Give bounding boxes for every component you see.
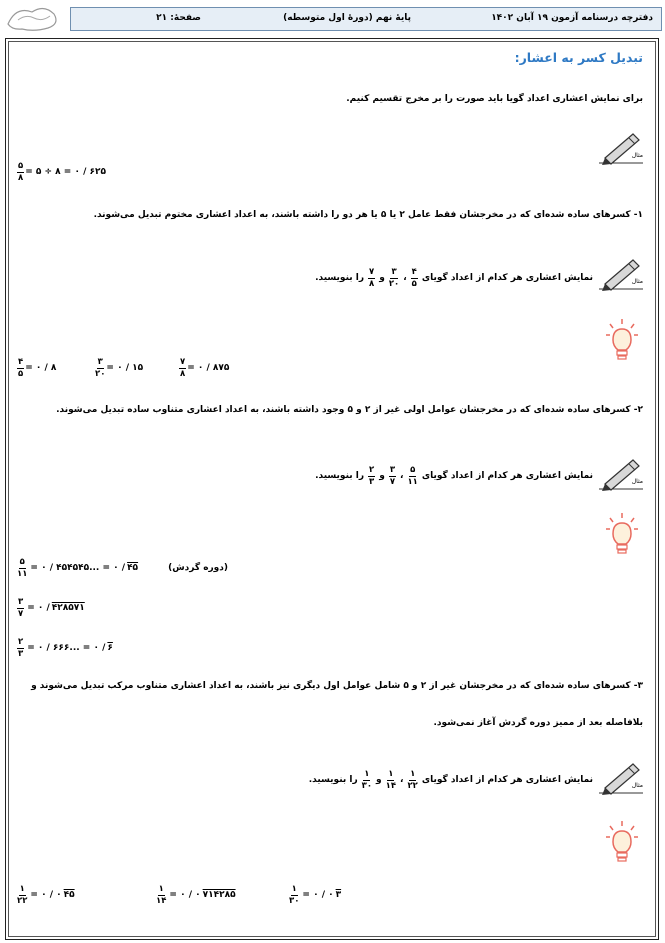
intro-text: برای نمایش اعشاری اعداد گویا باید صورت را بر مخرج تقسیم کنیم.: [346, 94, 643, 104]
rule2-text: ۲- کسرهای ساده شده‌ای که در مخرجشان عوامل اولی غیر از ۲ و ۵ وجود داشته باشند، به اعداد اعشاری متناوب ساده تبدیل می‌شوند.: [56, 405, 643, 415]
lightbulb-icon: [605, 512, 639, 558]
example1-result: = ۵ ÷ ۸ = ۰ / ۶۲۵: [25, 167, 107, 177]
answer3-item: $\frac{۱}{۲۲}$ = ۰ / ۰ ۴۵: [17, 884, 75, 906]
header-title: دفترچه درسنامه آزمون ۱۹ آبان ۱۴۰۲: [491, 13, 653, 23]
q1-fraction: $\frac{۴}{۵}$: [411, 267, 417, 289]
rule3-text: ۳- کسرهای ساده شده‌ای که در مخرجشان غیر از ۲ و ۵ شامل عوامل اول دیگری نیز باشند، به اعداد اعشاری متناوب مرکب تبدیل می‌شوند و: [31, 681, 643, 691]
repeating-digits: ۴۵: [127, 563, 139, 573]
example-label: مثال: [631, 152, 643, 159]
pencil-icon: [597, 256, 645, 292]
q2-fraction: $\frac{۲}{۳}$: [369, 465, 375, 487]
period-note: (دوره گردش): [168, 563, 229, 573]
answer3-item: $\frac{۱}{۳۰}$ = ۰ / ۰ ۳: [289, 884, 342, 906]
answer1-item: $\frac{۴}{۵}$ = ۰ / ۸: [18, 357, 57, 379]
q2-fraction: $\frac{۵}{۱۱}$: [407, 465, 418, 487]
example-label: مثال: [631, 278, 643, 285]
section-title: تبدیل کسر به اعشار:: [514, 50, 643, 65]
answer1-item: $\frac{۳}{۲۰}$ = ۰ / ۱۵: [95, 357, 144, 379]
rule1-text: ۱- کسرهای ساده شده‌ای که در مخرجشان فقط عامل ۲ یا ۵ یا هر دو را داشته باشند، به اعداد اعشاری مختوم تبدیل می‌شوند.: [93, 210, 643, 220]
lightbulb-icon: [605, 820, 639, 866]
example1-equation: [16, 162, 106, 182]
q3-fraction: $\frac{۱}{۲۲}$: [407, 769, 418, 791]
pencil-icon: [597, 456, 645, 492]
answer2-item: $\frac{۵}{۱۱}$ = ۰ / ۴۵۴۵۴۵... = ۰ / ۴۵ (دوره گردش): [17, 557, 229, 579]
answer3-item: $\frac{۱}{۱۴}$ = ۰ / ۰ ۷۱۴۲۸۵: [156, 884, 236, 906]
question2: نمایش اعشاری هر کدام از اعداد گویای $\frac{۵}{۱۱}$ ، $\frac{۳}{۷}$ و $\frac{۲}{۳}$ را بنویسید.: [315, 465, 593, 487]
question1: نمایش اعشاری هر کدام از اعداد گویای $\frac{۴}{۵}$ ، $\frac{۳}{۲۰}$ و $\frac{۷}{۸}$ را بنویسید.: [315, 267, 593, 289]
rule3-text-continued: بلافاصله بعد از ممیز دوره گردش آغاز نمی‌شود.: [433, 718, 643, 728]
example-label: مثال: [631, 782, 643, 789]
repeating-digits: ۴۲۸۵۷۱: [51, 603, 85, 613]
q1-fraction: $\frac{۳}{۲۰}$: [388, 267, 400, 289]
q3-fraction: $\frac{۱}{۱۴}$: [385, 769, 397, 791]
example-label: مثال: [631, 478, 643, 485]
pencil-icon: [597, 130, 645, 166]
pencil-icon: [597, 760, 645, 796]
repeating-digits: ۴۵: [63, 890, 75, 900]
q1-fraction: $\frac{۷}{۸}$: [369, 267, 375, 289]
answer1-item: $\frac{۷}{۸}$ = ۰ / ۸۷۵: [180, 357, 230, 379]
example1-fraction: $\frac{۵}{۸}$: [18, 161, 24, 183]
header-page: صفحهٔ: ۲۱: [156, 13, 201, 23]
lightbulb-icon: [605, 318, 639, 364]
q3-fraction: $\frac{۱}{۳۰}$: [361, 769, 373, 791]
answer2-item: $\frac{۲}{۳}$ = ۰ / ۶۶۶... = ۰ / ۶: [18, 637, 113, 659]
answer2-item: $\frac{۳}{۷}$ = ۰ / ۴۲۸۵۷۱: [18, 597, 85, 619]
repeating-digits: ۷۱۴۲۸۵: [202, 890, 236, 900]
question3: نمایش اعشاری هر کدام از اعداد گویای $\frac{۱}{۲۲}$ ، $\frac{۱}{۱۴}$ و $\frac{۱}{۳۰}$ را بنویسید.: [308, 769, 593, 791]
page-header: [70, 7, 662, 31]
repeating-digits: ۶: [107, 643, 113, 653]
header-grade: پایهٔ نهم (دورهٔ اول متوسطه): [283, 13, 411, 23]
publisher-logo: [4, 2, 64, 34]
q2-fraction: $\frac{۳}{۷}$: [389, 465, 396, 487]
repeating-digits: ۳: [335, 890, 342, 900]
